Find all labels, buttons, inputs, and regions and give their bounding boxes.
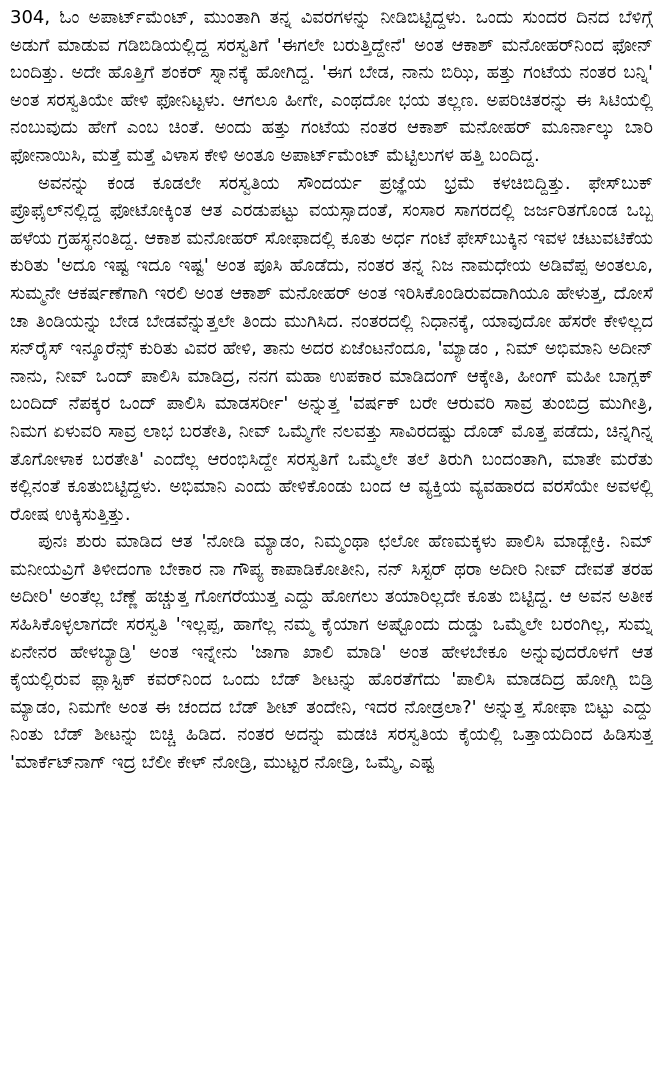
document-page: [10, 4, 653, 1066]
paragraph-2: ಅವನನ್ನು ಕಂಡ ಕೂಡಲೇ ಸರಸ್ವತಿಯ ಸೌಂದರ್ಯ ಪ್ರಜ್ಞೆಯ ಭ್ರಮೆ ಕಳಚಿಬಿದ್ದಿತ್ತು. ಫೇಸ್‌ಬುಕ್ ಪ್ರೊಫೈಲ್‌ನಲ್ಲಿದ್ದ ಫೋಟೋಕ್ಕಿಂತ ಆತ ಎರಡುಪಟ್ಟು ವಯಸ್ಸಾದಂತೆ, ಸಂಸಾರ ಸಾಗರದಲ್ಲಿ ಜರ್ಜರಿತಗೊಂಡ ಒಬ್ಬ ಹಳೆಯ ಗ್ರಹಸ್ಥನಂತಿದ್ದ. ಆಕಾಶ ಮನೋಹರ್ ಸೋಫಾದಲ್ಲಿ ಕೂತು ಅರ್ಧ ಗಂಟೆ ಫೇಸ್‌ಬುಕ್ಕಿನ ಇವಳ ಚಟುವಟಿಕೆಯ ಕುರಿತು 'ಅದೂ ಇಷ್ಟ ಇದೂ ಇಷ್ಟ' ಅಂತ ಪೂಸಿ ಹೊಡೆದು, ನಂತರ ತನ್ನ ನಿಜ ನಾಮಧೇಯ ಅಡಿವೆಪ್ಪ ಅಂತಲೂ, ಸುಮ್ಮನೇ ಆಕರ್ಷಣೆಗಾಗಿ ಇರಲಿ ಅಂತ ಆಕಾಶ್ ಮನೋಹರ್ ಅಂತ ಇರಿಸಿಕೊಂಡಿರುವದಾಗಿಯೂ ಹೇಳುತ್ತ, ದೋಸೆ ಚಾ ತಿಂಡಿಯನ್ನು ಬೇಡ ಬೇಡವೆನ್ನುತ್ತಲೇ ತಿಂದು ಮುಗಿಸಿದ. ನಂತರದಲ್ಲಿ ನಿಧಾನಕ್ಕೆ, ಯಾವುದೋ ಹೆಸರೇ ಕೇಳಿಲ್ಲದ ಸನ್‌ರೈಸ್ ಇನ್ಶೂರೆನ್ಸ್ ಕುರಿತು ವಿವರ ಹೇಳಿ, ತಾನು ಅದರ ಏಜೆಂಟನೆಂದೂ, 'ಮ್ಯಾಡಂ , ನಿಮ್ ಅಭಿಮಾನಿ ಅದೀನ್ ನಾನು, ನೀವ್ ಒಂದ್ ಪಾಲಿಸಿ ಮಾಡಿದ್ರ, ನನಗ ಮಹಾ ಉಪಕಾರ ಮಾಡಿದಂಗ್ ಆಕ್ಕೇತಿ, ಹೀಂಗ್ ಮಹೀ ಬಾಗ್ಲಕ್ ಬಂದಿದ್ ನೆಪಕ್ಕರ ಒಂದ್ ಪಾಲಿಸಿ ಮಾಡಸರ್ರೀ' ಅನ್ನುತ್ತ 'ವರ್ಷಕ್ ಬರೇ ಆರುವರಿ ಸಾವ್ರ ತುಂಬಿದ್ರ ಮುಗೀತ್ರಿ, ನಿಮಗ ಏಳುವರಿ ಸಾವ್ರ ಲಾಭ ಬರತೇತಿ, ನೀವ್ ಒಮ್ಮೆಗೇ ನಲವತ್ತು ಸಾವಿರದಷ್ಟು ದೊಡ್ ಮೊತ್ತ ಪಡೆದು, ಚಿನ್ನಗಿನ್ನ ತೊಗೋಳಾಕ ಬರತೇತಿ' ಎಂದೆಲ್ಲ ಆರಂಭಿಸಿದ್ದೇ ಸರಸ್ವತಿಗೆ ಒಮ್ಮೆಲೇ ತಲೆ ತಿರುಗಿ ಬಂದಂತಾಗಿ, ಮಾತೇ ಮರೆತು ಕಲ್ಲಿನಂತೆ ಕೂತುಬಿಟ್ಟಿದ್ದಳು. ಅಭಿಮಾನಿ ಎಂದು ಹೇಳಿಕೊಂಡು ಬಂದ ಆ ವ್ಯಕ್ತಿಯ ವ್ಯವಹಾರದ ವರಸೆಯೇ ಅವಳಲ್ಲಿ ರೋಷ ಉಕ್ಕಿಸುತ್ತಿತ್ತು.: [10, 172, 653, 525]
paragraph-3: ಪುನಃ ಶುರು ಮಾಡಿದ ಆತ 'ನೋಡಿ ಮ್ಯಾಡಂ, ನಿಮ್ಮಂಥಾ ಛಲೋ ಹೆಣಮಕ್ಕಳು ಪಾಲಿಸಿ ಮಾಡ್ಬೇಕ್ರಿ. ನಿಮ್ ಮನೀಯವ್ರಿಗೆ ತಿಳೀದಂಗಾ ಬೇಕಾರ ನಾ ಗೌಪ್ಯ ಕಾಪಾಡಿಕೋತೀನಿ, ನನ್ ಸಿಸ್ಟರ್ ಥರಾ ಅದೀರಿ ನೀವ್ ದೇವತೆ ತರಹ ಅದೀರಿ' ಅಂತೆಲ್ಲ ಬೆಣ್ಣೆ ಹಚ್ಚುತ್ತ ಗೋಗರೆಯುತ್ತ ಎದ್ದು ಹೋಗಲು ತಯಾರಿಲ್ಲದೇ ಕೂತು ಬಿಟ್ಟಿದ್ದ. ಆ ಅವನ ಅತೀಕ ಸಹಿಸಿಕೊಳ್ಳಲಾಗದೇ ಸರಸ್ವತಿ 'ಇಲ್ಲಪ್ಪ, ಹಾಗೆಲ್ಲ ನಮ್ಮ ಕೈಯಾಗ ಅಷ್ಟೊಂದು ದುಡ್ಡು ಒಮ್ಮೆಲೇ ಬರಂಗಿಲ್ಲ, ಸುಮ್ನ ಏನೇನರ ಹೇಳಬ್ಯಾಡ್ರಿ' ಅಂತ ಇನ್ನೇನು 'ಜಾಗಾ ಖಾಲಿ ಮಾಡಿ' ಅಂತ ಹೇಳಬೇಕೂ ಅನ್ನುವುದರೊಳಗೆ ಆತ ಕೈಯಲ್ಲಿರುವ ಪ್ಲಾಸ್ಟಿಕ್ ಕವರ್‌ನಿಂದ ಒಂದು ಬೆಡ್ ಶೀಟನ್ನು ಹೊರತೆಗೆದು 'ಪಾಲಿಸಿ ಮಾಡದಿದ್ರ ಹೋಗ್ಲಿ ಬಿಡ್ರಿ ಮ್ಯಾಡಂ, ನಿಮಗೇ ಅಂತ ಈ ಚಂದದ ಬೆಡ್ ಶೀಟ್ ತಂದೇನಿ, ಇದರ ನೋಡ್ರಲಾ?' ಅನ್ನುತ್ತ ಸೋಫಾ ಬಿಟ್ಟು ಎದ್ದು ನಿಂತು ಬೆಡ್ ಶೀಟನ್ನು ಬಿಚ್ಚಿ ಹಿಡಿದ. ನಂತರ ಅದನ್ನು ಮಡಚಿ ಸರಸ್ವತಿಯ ಕೈಯಲ್ಲಿ ಒತ್ತಾಯದಿಂದ ಹಿಡಿಸುತ್ತ 'ಮಾರ್ಕೆಟ್‌ನಾಗ್ ಇದ್ರ ಬೆಲೀ ಕೇಳ್ ನೋಡ್ರಿ, ಮುಟ್ಟರ ನೋಡ್ರಿ, ಒಮ್ಮೆ, ಎಷ್ಟ: [10, 531, 653, 774]
paragraph-1: 304, ಓಂ ಅಪಾರ್ಟ್‌ಮೆಂಟ್, ಮುಂತಾಗಿ ತನ್ನ ವಿವರಗಳನ್ನು ನೀಡಿಬಿಟ್ಟಿದ್ದಳು. ಒಂದು ಸುಂದರ ದಿನದ ಬೆಳಿಗ್ಗೆ ಅಡುಗೆ ಮಾಡುವ ಗಡಿಬಿಡಿಯಲ್ಲಿದ್ದ ಸರಸ್ವತಿಗೆ 'ಈಗಲೇ ಬರುತ್ತಿದ್ದೇನೆ' ಅಂತ ಆಕಾಶ್ ಮನೋಹರ್‌ನಿಂದ ಫೋನ್ ಬಂದಿತ್ತು. ಅದೇ ಹೊತ್ತಿಗೆ ಶಂಕರ್ ಸ್ನಾನಕ್ಕೆ ಹೋಗಿದ್ದ. 'ಈಗ ಬೇಡ, ನಾನು ಬಿಝಿ, ಹತ್ತು ಗಂಟೆಯ ನಂತರ ಬನ್ನಿ' ಅಂತ ಸರಸ್ವತಿಯೇ ಹೇಳಿ ಫೋನಿಟ್ಟಳು. ಆಗಲೂ ಹೀಗೇ, ಎಂಥದೋ ಭಯ ತಲ್ಲಣ. ಅಪರಿಚಿತರನ್ನು ಈ ಸಿಟಿಯಲ್ಲಿ ನಂಬುವುದು ಹೇಗೆ ಎಂಬ ಚಿಂತೆ. ಅಂದು ಹತ್ತು ಗಂಟೆಯ ನಂತರ ಆಕಾಶ್ ಮನೋಹರ್ ಮೂರ್ನಾಲ್ಕು ಬಾರಿ ಫೋನಾಯಿಸಿ, ಮತ್ತೆ ಮತ್ತೆ ವಿಳಾಸ ಕೇಳಿ ಅಂತೂ ಅಪಾರ್ಟ್‌ಮೆಂಟ್ ಮೆಟ್ಟಿಲುಗಳ ಹತ್ತಿ ಬಂದಿದ್ದ.: [10, 7, 653, 166]
